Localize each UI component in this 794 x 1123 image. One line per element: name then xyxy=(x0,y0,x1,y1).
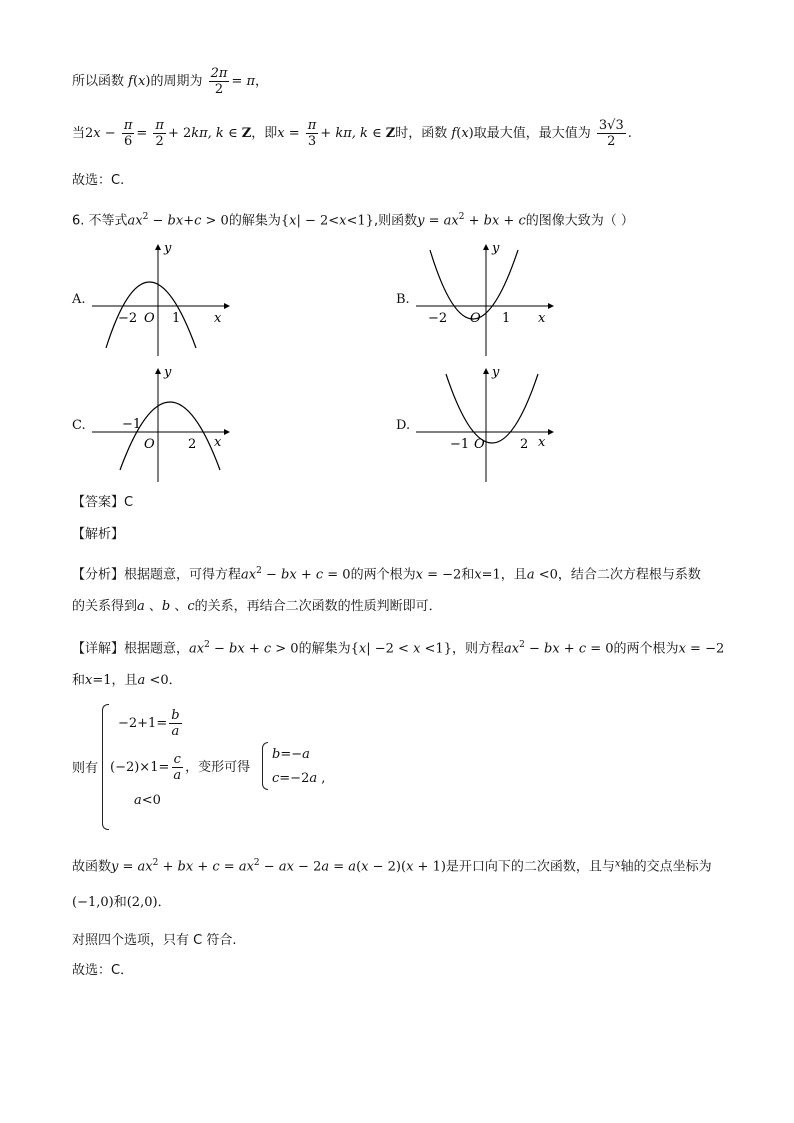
svg-text:y: y xyxy=(492,241,500,256)
svg-text:y: y xyxy=(164,365,172,380)
eq-sum: −2+1= $\frac{b}{a}$ xyxy=(118,708,180,739)
xiangjie-line-1: 【详解】根据题意，$ax^2$ − bx + c > 0的解集为{x| −2 < x <1}，则方程$ax^2$ − bx + c = 0的两个根为x = −2 xyxy=(72,640,725,657)
graph-option-c xyxy=(88,362,236,484)
svg-text:−1: −1 xyxy=(122,417,142,432)
compare-line: 对照四个选项，只有 C 符合. xyxy=(72,933,237,948)
svg-text:−2: −2 xyxy=(118,311,138,326)
gu-line-2: (−1,0)和(2,0)． xyxy=(72,895,171,910)
svg-text:−2: −2 xyxy=(428,311,448,326)
eq-sign: a<0 xyxy=(134,793,161,808)
eq-c: c=−2a , xyxy=(272,771,326,786)
svg-text:O: O xyxy=(470,311,481,326)
final-answer: 故选：C． xyxy=(72,963,134,978)
svg-text:−1: −1 xyxy=(450,437,470,452)
question-stem: 6. 不等式$ax^2 - bx+c > 0$的解集为{x| − 2<x<1},则函数$y = ax^2$ + bx + c的图像大致为（ ） xyxy=(72,212,634,229)
svg-text:O: O xyxy=(144,437,155,452)
option-b-label: B. xyxy=(396,292,410,307)
svg-text:x: x xyxy=(538,311,546,326)
graph-option-a xyxy=(88,238,236,360)
xiangjie-line-2: 和x=1，且a <0． xyxy=(72,673,182,688)
max-value-line: 当2x − $\frac{\pi}{6}$ = $\frac{\pi}{2}$ + 2kπ, k ∈ Z，即x = $\frac{\pi}{3}$ + kπ, k ∈ Z时，函数 f(x)取最大值，最大值为 $\frac{3√3}{2}$ . xyxy=(72,118,632,149)
gu-line-1: 故函数$y = ax^2$ + bx + $c = ax^2$ − ax − 2a = a(x − 2)(x + 1)是开口向下的二次函数，且与$^x$轴的交点坐标为 xyxy=(72,858,712,875)
svg-text:2: 2 xyxy=(188,437,197,452)
fenxi-line-1: 【分析】根据题意，可得方程$ax^2$ − bx + c = 0的两个根为x = −2和x=1，且a <0，结合二次方程根与系数 xyxy=(72,566,701,583)
analysis-tag: 【解析】 xyxy=(72,527,125,542)
period-line: 所以函数 f(x)的周期为 $\frac{2\pi}{2}$ = π， xyxy=(72,66,269,97)
option-a-label: A. xyxy=(72,292,86,307)
graph-option-d xyxy=(412,362,560,484)
svg-text:O: O xyxy=(474,437,485,452)
svg-text:y: y xyxy=(492,365,500,380)
svg-text:1: 1 xyxy=(502,311,511,326)
fenxi-line-2: 的关系得到a 、b 、c的关系，再结合二次函数的性质判断即可． xyxy=(72,599,442,614)
svg-text:x: x xyxy=(538,435,546,450)
svg-text:2: 2 xyxy=(520,437,529,452)
svg-text:y: y xyxy=(164,241,172,256)
then-has-label: 则有 xyxy=(72,761,99,776)
svg-text:O: O xyxy=(144,311,155,326)
answer-line: 【答案】C xyxy=(72,495,134,510)
graph-option-b xyxy=(412,238,560,360)
prev-answer: 故选：C. xyxy=(72,173,125,188)
svg-text:1: 1 xyxy=(172,311,181,326)
system-brace-1 xyxy=(102,704,109,830)
option-c-label: C. xyxy=(72,418,86,433)
eq-b: b=−a xyxy=(272,747,310,762)
option-d-label: D. xyxy=(396,418,411,433)
system-brace-2 xyxy=(262,742,268,790)
eq-product: (−2)×1= $\frac{c}{a}$ ，变形可得 xyxy=(110,752,251,783)
svg-text:x: x xyxy=(214,435,222,450)
svg-text:x: x xyxy=(214,311,222,326)
